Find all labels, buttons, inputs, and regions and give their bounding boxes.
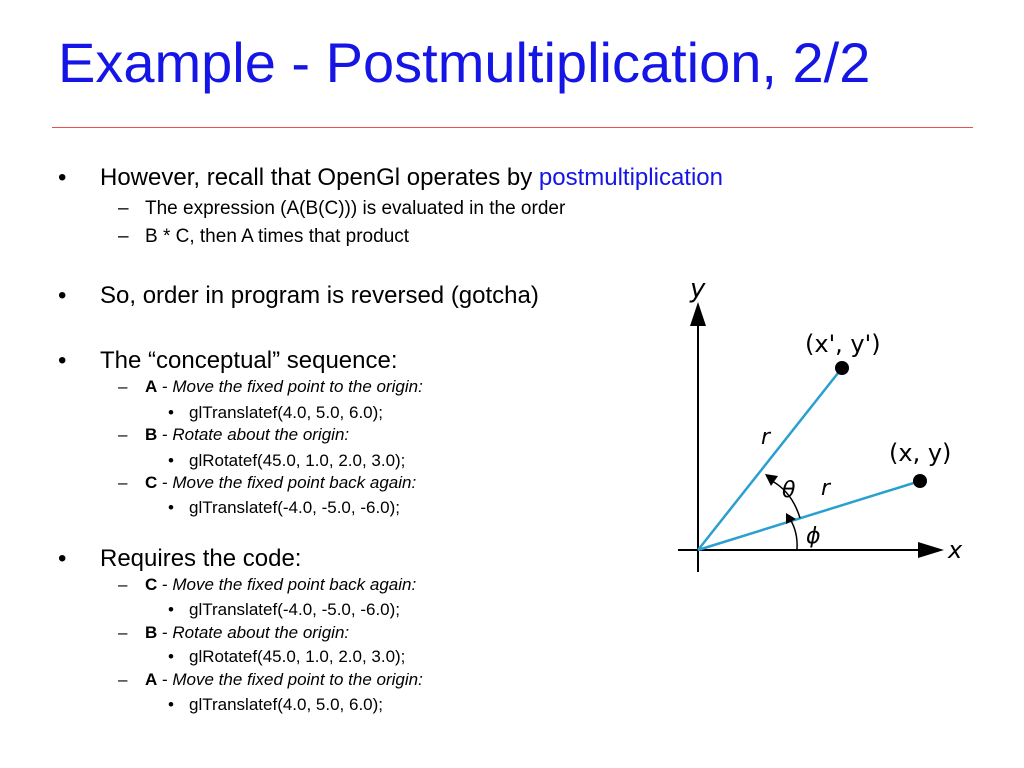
bullet-dot: • xyxy=(168,695,174,714)
bullet-dot: • xyxy=(168,647,174,666)
step-separator: - xyxy=(157,377,173,396)
sub-bullet-dash: – xyxy=(118,198,129,219)
sub-bullet-dash: – xyxy=(118,623,128,642)
highlighted-term: postmultiplication xyxy=(538,164,723,191)
step-separator: - xyxy=(157,575,173,594)
code-line: glRotatef(45.0, 1.0, 2.0, 3.0); xyxy=(189,451,406,470)
bullet-dot: • xyxy=(168,451,174,470)
bullet-dot: • xyxy=(58,282,67,309)
step-description: Rotate about the origin: xyxy=(172,623,350,642)
bullet-text: Requires the code: xyxy=(100,545,302,572)
code-line: glTranslatef(4.0, 5.0, 6.0); xyxy=(189,403,384,422)
step-separator: - xyxy=(157,473,173,492)
step-description: Rotate about the origin: xyxy=(172,425,350,444)
code-line: glTranslatef(-4.0, -5.0, -6.0); xyxy=(189,498,401,517)
original-radius-label: r xyxy=(821,476,831,501)
bullet-dot: • xyxy=(168,498,174,517)
step-label: A xyxy=(145,670,158,689)
sub-bullet-dash: – xyxy=(118,670,128,689)
bullet-dot: • xyxy=(58,545,67,572)
step-separator: - xyxy=(157,623,173,642)
rotated-radius-label: r xyxy=(761,425,771,450)
theta-label: θ xyxy=(782,478,796,503)
sub-bullet-text: B * C, then A times that product xyxy=(145,226,410,247)
rotated-point-label: (x', y') xyxy=(805,330,881,358)
sub-bullet-dash: – xyxy=(118,226,129,247)
bullet-dot: • xyxy=(58,164,67,191)
bullet-text: So, order in program is reversed (gotcha) xyxy=(100,282,539,309)
rotated-radius-line xyxy=(698,368,842,550)
original-point-label: (x, y) xyxy=(889,439,952,467)
y-axis-label: y xyxy=(690,274,706,304)
rotated-point xyxy=(835,361,849,375)
bullet-dot: • xyxy=(168,403,174,422)
original-point xyxy=(913,474,927,488)
code-line: glRotatef(45.0, 1.0, 2.0, 3.0); xyxy=(189,647,406,666)
slide-title: Example - Postmultiplication, 2/2 xyxy=(58,31,871,94)
phi-arc xyxy=(790,519,797,549)
step-description: Move the fixed point back again: xyxy=(172,473,417,492)
step-separator: - xyxy=(157,425,173,444)
step-label: B xyxy=(145,425,158,444)
bullet-dot: • xyxy=(168,600,174,619)
sub-bullet-dash: – xyxy=(118,425,128,444)
bullet-dot: • xyxy=(58,347,67,374)
x-axis-arrowhead xyxy=(918,542,944,558)
code-line: glTranslatef(-4.0, -5.0, -6.0); xyxy=(189,600,401,619)
step-label: A xyxy=(145,377,158,396)
step-separator: - xyxy=(157,670,173,689)
step-description: Move the fixed point back again: xyxy=(172,575,417,594)
step-description: Move the fixed point to the origin: xyxy=(172,670,423,689)
sub-bullet-dash: – xyxy=(118,377,128,396)
x-axis-label: x xyxy=(948,536,963,564)
step-label: C xyxy=(145,473,158,492)
step-description: Move the fixed point to the origin: xyxy=(172,377,423,396)
bullet-text: The “conceptual” sequence: xyxy=(100,347,398,374)
bullet-text-main: However, recall that OpenGl operates by xyxy=(100,164,539,191)
step-label: C xyxy=(145,575,158,594)
sub-bullet-dash: – xyxy=(118,473,128,492)
sub-bullet-text: The expression (A(B(C))) is evaluated in the order xyxy=(145,198,566,219)
step-label: B xyxy=(145,623,158,642)
code-line: glTranslatef(4.0, 5.0, 6.0); xyxy=(189,695,384,714)
phi-label: ϕ xyxy=(806,524,821,549)
sub-bullet-dash: – xyxy=(118,575,128,594)
y-axis-arrowhead xyxy=(690,302,706,326)
